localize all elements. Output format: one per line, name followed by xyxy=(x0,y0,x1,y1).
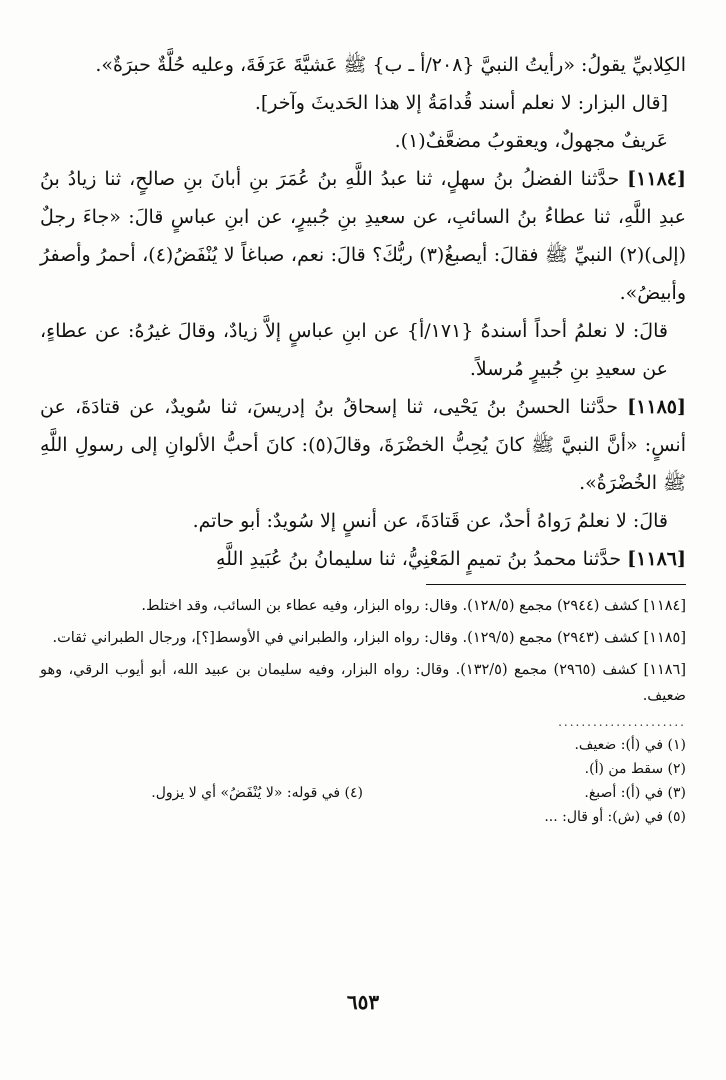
footnote-1: (١) في (أ): ضعيف. xyxy=(574,737,686,753)
takhrij-notes xyxy=(40,593,686,709)
page xyxy=(40,46,686,829)
remark-1184: قالَ: لا نعلمُ أحداً أسندهُ {١٧١/أ} عن ابنِ عباسٍ إلاَّ زيادٌ، وقالَ غيرُهُ: عن عطاءٍ، عن سعيدِ بنِ جُبيرٍ مُرسلاً. xyxy=(40,320,668,380)
dotted-separator: ...................... xyxy=(558,715,686,729)
hadith-1184 xyxy=(40,160,686,312)
footnote-2: (٢) سقط من (أ). xyxy=(584,761,686,777)
footnotes xyxy=(40,733,686,829)
hadith-number: [١١٨٦] xyxy=(627,548,686,570)
hadith-number: [١١٨٥] xyxy=(627,396,686,418)
hadith-text: حدَّثنا الفضلُ بنُ سهلٍ، ثنا عبدُ اللَّهِ بنُ عُمَرَ بنِ أبانَ بنِ صالحٍ، ثنا زيادُ بنُ عبدِ اللَّهِ، ثنا عطاءُ بنُ السائبِ، عن سعيدِ بنِ جُبيرٍ، عن ابنِ عباسٍ قالَ: «جاءَ رجلٌ (إلى)(٢) النبيِّ ﷺ فقالَ: أيصبغُ(٣) ربُّكَ؟ قالَ: نعم، صباغاً لا يُنْفَضُ(٤)، أحمرُ وأصفرُ وأبيضُ». xyxy=(40,168,686,304)
text-line: الكِلابيِّ يقولُ: «رأيتُ النبيَّ {٢٠٨/أ ـ ب} ﷺ عَشيَّةَ عَرَفَةَ، وعليه حُلَّةٌ حبرَةٌ». xyxy=(95,54,686,76)
text-line: عَريفٌ مجهولٌ، ويعقوبُ مضعَّفٌ(١). xyxy=(394,130,668,152)
hadith-text: حدَّثنا الحسنُ بنُ يَحْيى، ثنا إسحاقُ بنُ إدريسَ، ثنا سُويدٌ، عن قتادَةَ، عن أنسٍ: «أنَّ النبيَّ ﷺ كانَ يُحِبُّ الخضْرَةَ، وقالَ(٥): كانَ أحبُّ الألوانِ إلى رسولِ اللَّهِ ﷺ الخُضْرَةُ». xyxy=(40,396,687,494)
main-text xyxy=(40,46,686,578)
footnote-3: (٣) في (أ): أصبغ. xyxy=(584,785,686,801)
remark-1185: قالَ: لا نعلمُ رَواهُ أحدٌ، عن قَتادَةَ، عن أنسٍ إلا سُويدٌ: أبو حاتم. xyxy=(192,510,668,532)
hadith-1185 xyxy=(40,388,686,502)
hadith-text: حدَّثنا محمدُ بنُ تميمٍ المَعْنِيُّ، ثنا سليمانُ بنُ عُبَيدِ اللَّهِ xyxy=(215,548,622,570)
hadith-number: [١١٨٤] xyxy=(627,168,686,190)
note-1184: [١١٨٤] كشف (٢٩٤٤) مجمع (١٢٨/٥). وقال: رواه البزار، وفيه عطاء بن السائب، وقد اختلط. xyxy=(141,598,686,614)
footnotes-col-left xyxy=(40,733,363,829)
separator-rule xyxy=(426,584,686,585)
note-1186: [١١٨٦] كشف (٢٩٦٥) مجمع (١٣٢/٥). وقال: رواه البزار، وفيه سليمان بن عبيد الله، أبو أيوب الرقي، وهو ضعيف. xyxy=(40,662,687,704)
bazzar-remark: [قال البزار: لا نعلم أسند قُدامَةُ إلا هذا الحَديثَ وآخر]. xyxy=(254,92,668,114)
hadith-1186 xyxy=(40,540,686,578)
footnote-4: (٤) في قوله: «لا يُنْفَضُ» أي لا يزول. xyxy=(151,785,363,801)
footnote-5: (٥) في (ش): أو قال: ... xyxy=(544,809,686,825)
page-number: ٦٥٣ xyxy=(346,990,380,1014)
note-1185: [١١٨٥] كشف (٢٩٤٣) مجمع (١٢٩/٥). وقال: رواه البزار، والطبراني في الأوسط[؟]، ورجال الطبراني ثقات. xyxy=(52,630,686,646)
footnotes-col-right xyxy=(363,733,686,829)
